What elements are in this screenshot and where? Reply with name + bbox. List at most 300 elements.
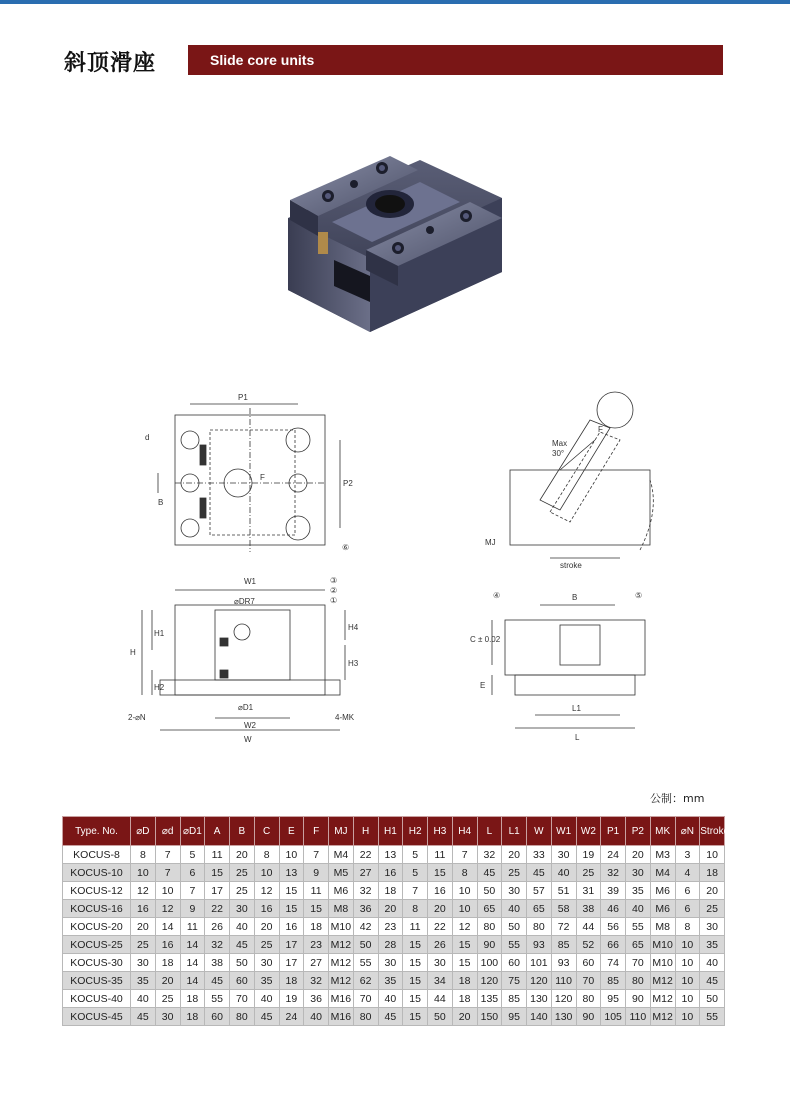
label-b-side: B [572,593,578,602]
table-row [63,864,725,882]
table-cell: M4 [650,864,675,882]
table-cell: 11 [180,918,205,936]
table-row [63,900,725,918]
table-body [63,846,725,1026]
table-cell: 8 [131,846,156,864]
table-cell: M10 [650,936,675,954]
table-cell: 23 [378,918,403,936]
table-cell: 60 [205,1008,230,1026]
table-cell: 40 [230,918,255,936]
table-cell: 5 [403,846,428,864]
table-cell: 45 [230,936,255,954]
label-circle-5: ⑤ [635,591,643,600]
table-cell: 95 [601,990,626,1008]
table-cell: 25 [576,864,601,882]
table-cell: 50 [230,954,255,972]
table-header-cell: E [279,817,304,846]
table-cell: 34 [428,972,453,990]
table-cell: 8 [403,900,428,918]
table-cell: 35 [378,972,403,990]
table-cell: 15 [304,900,329,918]
table-cell: 20 [254,918,279,936]
table-cell: 8 [675,918,700,936]
table-cell: 120 [551,990,576,1008]
table-cell: 18 [304,918,329,936]
table-row [63,936,725,954]
label-mj: MJ [485,538,496,547]
table-cell: 18 [180,990,205,1008]
table-cell: 16 [254,900,279,918]
table-cell: 45 [378,1008,403,1026]
table-header-cell: H4 [452,817,477,846]
label-b: B [158,498,164,507]
table-cell: 10 [131,864,156,882]
table-cell: 6 [675,900,700,918]
table-cell: 45 [477,864,502,882]
table-cell: 20 [452,1008,477,1026]
table-cell: 32 [477,846,502,864]
table-cell: 72 [551,918,576,936]
table-cell: M12 [329,936,354,954]
table-cell: 80 [353,1008,378,1026]
table-cell: 15 [205,864,230,882]
table-cell: 40 [131,990,156,1008]
table-cell: 7 [304,846,329,864]
table-cell: 25 [502,864,527,882]
table-cell: 24 [279,1008,304,1026]
label-p1: P1 [238,393,248,402]
table-cell: 5 [403,864,428,882]
table-header-cell: H3 [428,817,453,846]
table-cell: 38 [576,900,601,918]
table-header-row [63,817,725,846]
table-cell: 25 [155,990,180,1008]
table-cell: 15 [452,954,477,972]
table-cell: 18 [155,954,180,972]
table-row [63,990,725,1008]
table-header-cell: A [205,817,230,846]
label-d1: ⌀D1 [238,703,254,712]
table-cell: M4 [329,846,354,864]
table-cell: 15 [452,936,477,954]
table-cell: 30 [378,954,403,972]
table-cell: 110 [626,1008,651,1026]
label-p2: P2 [343,479,353,488]
table-cell: 50 [477,882,502,900]
table-cell: 5 [180,846,205,864]
table-cell: 28 [378,936,403,954]
table-cell: 60 [576,954,601,972]
table-cell: 70 [626,954,651,972]
table-cell: 90 [626,990,651,1008]
label-d: d [145,433,150,442]
table-cell: 44 [576,918,601,936]
label-c: C ± 0.02 [470,635,501,644]
table-cell: 80 [576,990,601,1008]
table-cell: 38 [205,954,230,972]
table-cell: 40 [551,864,576,882]
label-w2: W2 [244,721,256,730]
table-cell: 22 [428,918,453,936]
table-cell: 14 [155,918,180,936]
table-cell: 24 [601,846,626,864]
front-view-drawing [128,576,359,744]
table-cell: 32 [304,972,329,990]
table-cell: 7 [180,882,205,900]
table-cell: 27 [353,864,378,882]
table-cell: 8 [254,846,279,864]
label-e: E [480,681,486,690]
table-cell: 105 [601,1008,626,1026]
table-header-cell: L [477,817,502,846]
table-cell: 12 [155,900,180,918]
table-cell: 90 [576,1008,601,1026]
table-cell: 110 [551,972,576,990]
product-photo [270,140,530,340]
table-cell: 7 [155,846,180,864]
table-cell: 32 [601,864,626,882]
table-cell: 40 [304,1008,329,1026]
table-cell: M6 [650,900,675,918]
type-number-cell: KOCUS-40 [63,990,131,1008]
table-header-cell: H1 [378,817,403,846]
page-title-chinese: 斜顶滑座 [64,51,157,76]
unit-label: 公制：mm [650,792,705,805]
table-cell: 100 [477,954,502,972]
table-cell: 11 [304,882,329,900]
type-number-cell: KOCUS-45 [63,1008,131,1026]
top-rule [0,0,790,4]
table-cell: 55 [626,918,651,936]
table-cell: M12 [329,954,354,972]
table-cell: 14 [180,972,205,990]
table-cell: 60 [230,972,255,990]
type-number-cell: KOCUS-10 [63,864,131,882]
type-number-cell: KOCUS-25 [63,936,131,954]
table-cell: 93 [551,954,576,972]
table-cell: 25 [230,864,255,882]
table-cell: 13 [378,846,403,864]
table-cell: 55 [353,954,378,972]
table-cell: 20 [378,900,403,918]
table-cell: 80 [527,918,552,936]
table-cell: 85 [601,972,626,990]
table-cell: 20 [230,846,255,864]
table-cell: M8 [329,900,354,918]
technical-drawings [120,380,680,760]
table-cell: 120 [477,972,502,990]
table-cell: 10 [279,846,304,864]
table-header-cell: Type. No. [63,817,131,846]
table-header-cell: F [304,817,329,846]
table-header-cell: W2 [576,817,601,846]
table-cell: 35 [131,972,156,990]
table-cell: 45 [131,1008,156,1026]
table-header-cell: C [254,817,279,846]
table-cell: 18 [279,972,304,990]
table-cell: 19 [279,990,304,1008]
page-title-english: Slide core units [210,52,315,68]
type-number-cell: KOCUS-30 [63,954,131,972]
table-cell: M12 [329,972,354,990]
table-cell: 18 [700,864,725,882]
table-cell: 22 [205,900,230,918]
table-cell: 35 [700,936,725,954]
table-cell: 16 [378,864,403,882]
table-cell: 36 [304,990,329,1008]
table-cell: M16 [329,1008,354,1026]
table-cell: 30 [502,882,527,900]
type-number-cell: KOCUS-16 [63,900,131,918]
table-cell: 75 [502,972,527,990]
table-cell: 16 [279,918,304,936]
table-cell: 95 [502,1008,527,1026]
table-header-cell: B [230,817,255,846]
table-cell: 80 [230,1008,255,1026]
table-cell: 18 [180,1008,205,1026]
table-cell: 65 [626,936,651,954]
table-cell: 16 [131,900,156,918]
table-cell: 26 [205,918,230,936]
table-cell: 17 [279,936,304,954]
table-row [63,846,725,864]
table-cell: 25 [700,900,725,918]
table-cell: 130 [527,990,552,1008]
table-cell: 25 [230,882,255,900]
table-cell: 65 [477,900,502,918]
table-cell: 70 [576,972,601,990]
table-cell: 44 [428,990,453,1008]
title-banner [188,45,723,75]
label-l1: L1 [572,704,581,713]
table-cell: 15 [279,882,304,900]
table-cell: 10 [155,882,180,900]
stroke-view-drawing [485,392,653,570]
side-view-drawing [470,591,645,742]
table-cell: 90 [477,936,502,954]
table-cell: M8 [650,918,675,936]
type-number-cell: KOCUS-12 [63,882,131,900]
table-cell: 101 [527,954,552,972]
table-cell: 15 [403,936,428,954]
label-f-fit: F [598,425,603,434]
label-f: F [260,473,265,482]
table-cell: 55 [205,990,230,1008]
table-cell: M3 [650,846,675,864]
table-header-cell: MJ [329,817,354,846]
table-cell: 20 [626,846,651,864]
table-cell: 14 [180,936,205,954]
table-cell: 15 [403,990,428,1008]
table-cell: 55 [700,1008,725,1026]
table-cell: 30 [230,900,255,918]
table-cell: 46 [601,900,626,918]
table-cell: 15 [428,864,453,882]
table-cell: 150 [477,1008,502,1026]
table-cell: M16 [329,990,354,1008]
table-cell: 60 [502,954,527,972]
table-cell: 15 [279,900,304,918]
table-cell: 13 [279,864,304,882]
table-cell: 50 [353,936,378,954]
table-cell: 40 [378,990,403,1008]
table-cell: 3 [675,846,700,864]
table-cell: 32 [205,936,230,954]
table-cell: 40 [502,900,527,918]
table-cell: 23 [304,936,329,954]
table-header-cell: ⌀d [155,817,180,846]
table-cell: 10 [675,990,700,1008]
table-cell: 74 [601,954,626,972]
table-cell: 52 [576,936,601,954]
table-cell: 10 [675,954,700,972]
label-w: W [244,735,252,744]
table-header-cell: W [527,817,552,846]
label-circle-3: ③ [330,576,338,585]
label-stroke: stroke [560,561,582,570]
table-cell: M12 [650,1008,675,1026]
table-cell: 20 [700,882,725,900]
table-cell: M10 [329,918,354,936]
table-cell: 35 [626,882,651,900]
table-cell: 58 [551,900,576,918]
label-h: H [130,648,136,657]
table-cell: 25 [254,936,279,954]
table-cell: 15 [403,972,428,990]
label-l: L [575,733,580,742]
label-circle-6: ⑥ [342,543,350,552]
table-cell: 7 [155,864,180,882]
table-cell: 6 [675,882,700,900]
label-angle: 30° [552,449,565,458]
table-cell: 10 [452,882,477,900]
table-cell: 9 [304,864,329,882]
table-cell: 11 [403,918,428,936]
table-header-cell: MK [650,817,675,846]
table-cell: 32 [353,882,378,900]
table-cell: 51 [551,882,576,900]
table-cell: 9 [180,900,205,918]
table-cell: 85 [551,936,576,954]
table-cell: 33 [527,846,552,864]
table-cell: 80 [626,972,651,990]
table-cell: 130 [551,1008,576,1026]
table-cell: 20 [502,846,527,864]
label-w1: W1 [244,577,256,586]
table-cell: 4 [675,864,700,882]
table-cell: 10 [452,900,477,918]
table-cell: 50 [700,990,725,1008]
type-number-cell: KOCUS-8 [63,846,131,864]
table-header-cell: W1 [551,817,576,846]
table-cell: 11 [428,846,453,864]
table-cell: 20 [155,972,180,990]
table-cell: 70 [230,990,255,1008]
table-cell: 27 [304,954,329,972]
table-cell: 17 [279,954,304,972]
table-cell: 40 [626,900,651,918]
table-cell: M6 [650,882,675,900]
table-cell: 30 [155,1008,180,1026]
table-cell: 26 [428,936,453,954]
type-number-cell: KOCUS-20 [63,918,131,936]
table-cell: 45 [205,972,230,990]
table-header-cell: ⌀D1 [180,817,205,846]
table-cell: 18 [452,990,477,1008]
table-cell: 56 [601,918,626,936]
table-cell: 16 [155,936,180,954]
table-cell: 50 [502,918,527,936]
table-cell: 31 [576,882,601,900]
table-row [63,972,725,990]
table-cell: 50 [428,1008,453,1026]
table-header-cell: Stroke [700,817,725,846]
table-cell: 42 [353,918,378,936]
table-cell: 14 [180,954,205,972]
table-header-cell: ⌀N [675,817,700,846]
label-mk: 4-MK [335,713,355,722]
table-cell: M6 [329,882,354,900]
label-circle-2: ② [330,586,338,595]
table-cell: 30 [551,846,576,864]
table-cell: 85 [502,990,527,1008]
table-cell: 40 [254,990,279,1008]
table-row [63,882,725,900]
table-cell: 70 [353,990,378,1008]
table-cell: 55 [502,936,527,954]
table-cell: 45 [527,864,552,882]
table-cell: 19 [576,846,601,864]
table-header-cell: P1 [601,817,626,846]
table-cell: 10 [675,972,700,990]
table-cell: 7 [403,882,428,900]
table-cell: 25 [131,936,156,954]
table-header-cell: P2 [626,817,651,846]
label-circle-1: ① [330,596,338,605]
table-cell: 12 [452,918,477,936]
table-row [63,954,725,972]
table-cell: M5 [329,864,354,882]
table-cell: 30 [626,864,651,882]
label-h3: H3 [348,659,359,668]
table-cell: M12 [650,990,675,1008]
table-header-cell: L1 [502,817,527,846]
table-cell: 120 [527,972,552,990]
table-cell: 10 [675,1008,700,1026]
table-cell: 39 [601,882,626,900]
table-cell: 30 [428,954,453,972]
table-cell: 15 [403,954,428,972]
table-cell: 6 [180,864,205,882]
table-cell: 80 [477,918,502,936]
table-cell: 22 [353,846,378,864]
table-cell: 93 [527,936,552,954]
table-cell: 10 [700,846,725,864]
table-cell: 65 [527,900,552,918]
table-cell: M12 [650,972,675,990]
table-header-cell: H [353,817,378,846]
label-n: 2-⌀N [128,713,146,722]
table-cell: 10 [675,936,700,954]
table-cell: 20 [428,900,453,918]
table-row [63,918,725,936]
table-cell: M10 [650,954,675,972]
label-h2: H2 [154,683,165,692]
table-cell: 10 [254,864,279,882]
table-cell: 35 [254,972,279,990]
table-cell: 66 [601,936,626,954]
table-cell: 8 [452,864,477,882]
